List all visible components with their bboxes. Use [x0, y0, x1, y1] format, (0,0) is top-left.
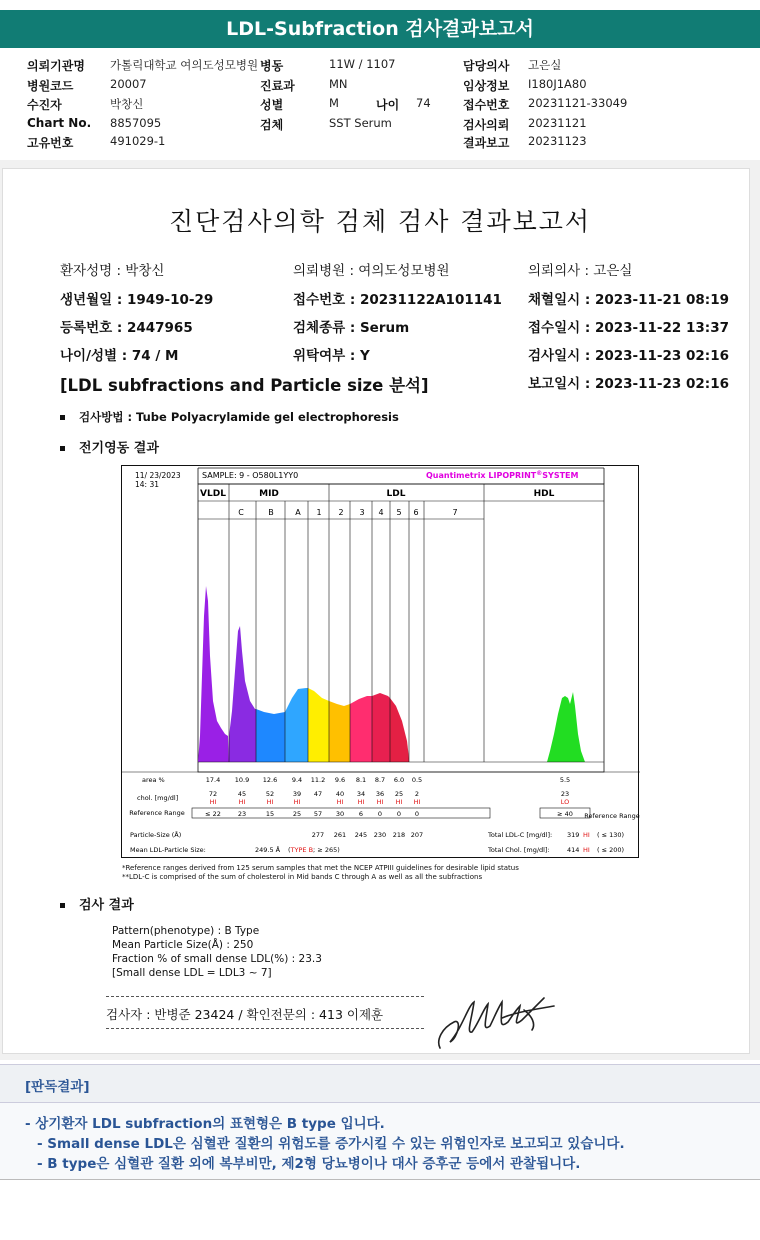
area-value: 0.5 — [411, 776, 423, 784]
ref-value: 15 — [265, 810, 275, 818]
row-label-psize: Particle-Size (Å) — [130, 831, 182, 839]
band-label: 2 — [338, 508, 344, 517]
header-label: 고유번호 — [27, 136, 74, 150]
area-value: 17.4 — [205, 776, 221, 784]
total-chol-label: Total Chol. [mg/dl]: — [488, 846, 550, 854]
band-label: 5 — [396, 508, 402, 517]
header-label: 담당의사 — [463, 59, 510, 73]
lipoprint-chart — [121, 465, 639, 858]
particle-size-value: 277 — [311, 831, 325, 839]
header-value: 가톨릭대학교 여의도성모병원 — [110, 58, 259, 72]
section-title: [LDL subfractions and Particle size 분석] — [60, 376, 429, 395]
field: 나이/성별 : 74 / M — [60, 348, 179, 364]
divider — [106, 996, 424, 997]
interpretation-line: - B type은 심혈관 질환 외에 복부비만, 제2형 당뇨병이나 대사 증후군 등에서 관찰됩니다. — [37, 1156, 581, 1172]
flag-value: HI — [357, 798, 365, 806]
header-value: 74 — [416, 96, 431, 110]
area-value: 9.4 — [291, 776, 303, 784]
peak-ldl2 — [329, 701, 350, 762]
method-line — [60, 409, 399, 425]
mean-size: 249.5 Å — [255, 846, 281, 854]
flag-value: HI — [238, 798, 246, 806]
peak-hdl — [547, 692, 585, 762]
header-label: Chart No. — [27, 116, 92, 130]
particle-size-value: 207 — [410, 831, 424, 839]
region-mid: MID — [259, 489, 279, 499]
header-value: 20231121-33049 — [528, 96, 628, 110]
field: 등록번호 : 2447965 — [60, 320, 193, 336]
row-label-area: area % — [142, 776, 165, 784]
total-ldl-flag: HI — [583, 831, 590, 839]
chol-value: 39 — [292, 790, 302, 798]
header-value: 11W / 1107 — [329, 57, 396, 71]
flag-value: HI — [395, 798, 403, 806]
total-chol-flag: HI — [583, 846, 590, 854]
electro-line — [60, 437, 159, 456]
header-label: 결과보고 — [463, 136, 510, 150]
chol-value: 34 — [356, 790, 366, 798]
header-value: M — [329, 96, 339, 110]
bullet-icon — [60, 415, 65, 420]
paper-title: 진단검사의학 검체 검사 결과보고서 — [168, 207, 592, 236]
signature-line: 검사자 : 반병준 23424 / 확인전문의 : 413 이제훈 — [106, 1007, 384, 1022]
result-line: Pattern(phenotype) : B Type — [112, 925, 260, 937]
flag-value: HI — [376, 798, 384, 806]
total-ldl: 319 — [567, 831, 580, 839]
peak-vldl — [198, 586, 229, 762]
total-chol-ref: ( ≤ 200) — [597, 846, 625, 854]
header-label: 병동 — [260, 59, 284, 73]
band-label: C — [238, 508, 244, 517]
note-line: **LDL-C is comprised of the sum of cholesterol in Mid bands C through A as well as all the subfractions — [122, 873, 483, 881]
header-value: 20007 — [110, 77, 147, 91]
field: 검체종류 : Serum — [293, 320, 410, 336]
ref-value: 57 — [313, 810, 323, 818]
field: 채혈일시 : 2023-11-21 08:19 — [528, 292, 729, 308]
note-line: *Reference ranges derived from 125 serum samples that met the NCEP ATPIII guidelines for desirable lipid status — [122, 864, 519, 872]
header-label: 병원코드 — [27, 79, 74, 93]
chart-notes — [122, 864, 519, 882]
header-value: 20231121 — [528, 116, 587, 130]
mean-ref: ≥ 265 — [317, 846, 338, 854]
band-label: 1 — [316, 508, 322, 517]
field: 접수일시 : 2023-11-22 13:37 — [528, 320, 729, 336]
particle-size-value: 230 — [373, 831, 387, 839]
area-value: 12.6 — [262, 776, 278, 784]
flag-value: HI — [293, 798, 301, 806]
peak-mid-a — [285, 688, 308, 762]
ref-value: 30 — [335, 810, 345, 818]
chol-value: 2 — [414, 790, 420, 798]
header-label: 검체 — [260, 118, 284, 132]
result-line: Fraction % of small dense LDL(%) : 23.3 — [112, 953, 322, 965]
header-value: 박창신 — [110, 97, 144, 111]
mean-type-group: (TYPE B; ≥ 265) — [288, 846, 340, 854]
row-label-ref-right: Reference Range — [584, 812, 640, 820]
result-line: [Small dense LDL = LDL3 ~ 7] — [112, 967, 272, 979]
mean-type: TYPE B — [290, 846, 314, 854]
region-ldl: LDL — [386, 489, 406, 499]
total-chol: 414 — [567, 846, 580, 854]
chart-time: 14: 31 — [135, 480, 159, 489]
ref-value: 25 — [292, 810, 302, 818]
flag-value: LO — [560, 798, 570, 806]
result-summary — [112, 924, 322, 980]
header-value: 고은실 — [528, 58, 562, 72]
ref-value: 0 — [396, 810, 402, 818]
brand-name: Quantimetrix LIPOPRINT — [426, 471, 537, 480]
field: 검사일시 : 2023-11-23 02:16 — [528, 348, 729, 364]
area-value: 8.7 — [374, 776, 386, 784]
field: 환자성명 : 박창신 — [60, 263, 165, 279]
ref-value: ≥ 40 — [557, 810, 573, 818]
chol-value: 52 — [265, 790, 275, 798]
peak-ldl5 — [390, 698, 409, 762]
chart-date: 11/ 23/2023 — [135, 471, 181, 480]
header-value: 20231123 — [528, 134, 587, 148]
header-label: 의뢰기관명 — [27, 59, 85, 73]
row-label-ref: Reference Range — [129, 809, 185, 817]
divider — [106, 1028, 424, 1029]
chol-value: 23 — [560, 790, 570, 798]
header-label: 접수번호 — [463, 98, 510, 112]
flag-value: HI — [413, 798, 421, 806]
header-label: 나이 — [376, 98, 400, 112]
header-label: 수진자 — [27, 98, 62, 112]
row-label-chol: chol. [mg/dl] — [137, 794, 179, 802]
electro-text: 전기영동 결과 — [79, 441, 159, 456]
area-value: 9.6 — [334, 776, 346, 784]
field: 접수번호 : 20231122A101141 — [293, 292, 502, 308]
peak-ldl3 — [350, 696, 372, 762]
field: 위탁여부 : Y — [293, 348, 370, 364]
header-label: 성별 — [260, 98, 284, 112]
chol-value: 45 — [237, 790, 247, 798]
header-value: MN — [329, 77, 348, 91]
area-value: 8.1 — [355, 776, 367, 784]
chol-value: 36 — [375, 790, 385, 798]
report-title: LDL-Subfraction 검사결과보고서 — [0, 10, 760, 48]
ref-value: 0 — [377, 810, 383, 818]
area-value: 5.5 — [559, 776, 571, 784]
chol-value: 25 — [394, 790, 404, 798]
ref-value: 0 — [414, 810, 420, 818]
header-value: I180J1A80 — [528, 77, 587, 91]
header-label: 검사의뢰 — [463, 118, 510, 132]
row-label-mean: Mean LDL-Particle Size: — [130, 846, 206, 854]
brand-suffix: SYSTEM — [542, 471, 579, 480]
peak-mid-c — [229, 626, 256, 762]
field: 생년월일 : 1949-10-29 — [60, 292, 214, 308]
interpretation-line: - 상기환자 LDL subfraction의 표현형은 B type 입니다. — [25, 1116, 385, 1132]
total-ldl-ref: ( ≤ 130) — [597, 831, 625, 839]
peak-ldl1 — [308, 688, 329, 762]
area-value: 11.2 — [310, 776, 326, 784]
peak-ldl4 — [372, 693, 390, 762]
band-label: 3 — [359, 508, 365, 517]
field: 의뢰의사 : 고은실 — [528, 263, 633, 279]
data-cells — [205, 776, 573, 839]
particle-size-value: 261 — [333, 831, 347, 839]
ref-value: 23 — [237, 810, 247, 818]
bullet-icon — [60, 446, 65, 451]
chart-brand — [426, 470, 579, 480]
band-label: 4 — [378, 508, 384, 517]
band-label: B — [268, 508, 274, 517]
brand-reg: ® — [536, 470, 543, 477]
band-label: A — [295, 508, 301, 517]
header-label: 진료과 — [260, 79, 295, 93]
field: 의뢰병원 : 여의도성모병원 — [293, 263, 450, 279]
field: 보고일시 : 2023-11-23 02:16 — [528, 376, 729, 392]
area-value: 10.9 — [234, 776, 250, 784]
signature-image — [432, 988, 562, 1054]
bullet-icon — [60, 903, 65, 908]
chart-sample: SAMPLE: 9 - O580L1YY0 — [202, 471, 299, 480]
interpretation-line: - Small dense LDL은 심혈관 질환의 위험도를 증가시킬 수 있는 위험인자로 보고되고 있습니다. — [37, 1136, 625, 1152]
band-label: 7 — [452, 508, 458, 517]
total-ldl-label: Total LDL-C [mg/dl]: — [488, 831, 553, 839]
header-value: 491029-1 — [110, 134, 166, 148]
chol-value: 72 — [208, 790, 218, 798]
region-hdl: HDL — [533, 489, 555, 499]
chol-value: 40 — [335, 790, 345, 798]
ref-value: ≤ 22 — [205, 810, 221, 818]
peak-mid-b — [256, 709, 285, 762]
flag-value: HI — [336, 798, 344, 806]
lipoprint-svg — [122, 466, 640, 859]
area-value: 6.0 — [393, 776, 405, 784]
ref-value: 6 — [358, 810, 364, 818]
particle-size-value: 245 — [354, 831, 368, 839]
region-vldl: VLDL — [200, 489, 226, 499]
header-label: 임상정보 — [463, 79, 510, 93]
flag-value: HI — [209, 798, 217, 806]
header-value: 8857095 — [110, 116, 162, 130]
header-value: SST Serum — [329, 116, 392, 130]
result-heading — [60, 894, 134, 913]
interpretation-header — [0, 1064, 760, 1102]
interpretation-title: [판독결과] — [25, 1079, 90, 1095]
method-text: 검사방법 : Tube Polyacrylamide gel electrophoresis — [79, 410, 399, 424]
result-line: Mean Particle Size(Å) : 250 — [112, 939, 254, 951]
result-heading-text: 검사 결과 — [79, 898, 134, 913]
particle-size-value: 218 — [392, 831, 406, 839]
flag-value: HI — [266, 798, 274, 806]
chol-value: 47 — [313, 790, 323, 798]
band-label: 6 — [413, 508, 419, 517]
